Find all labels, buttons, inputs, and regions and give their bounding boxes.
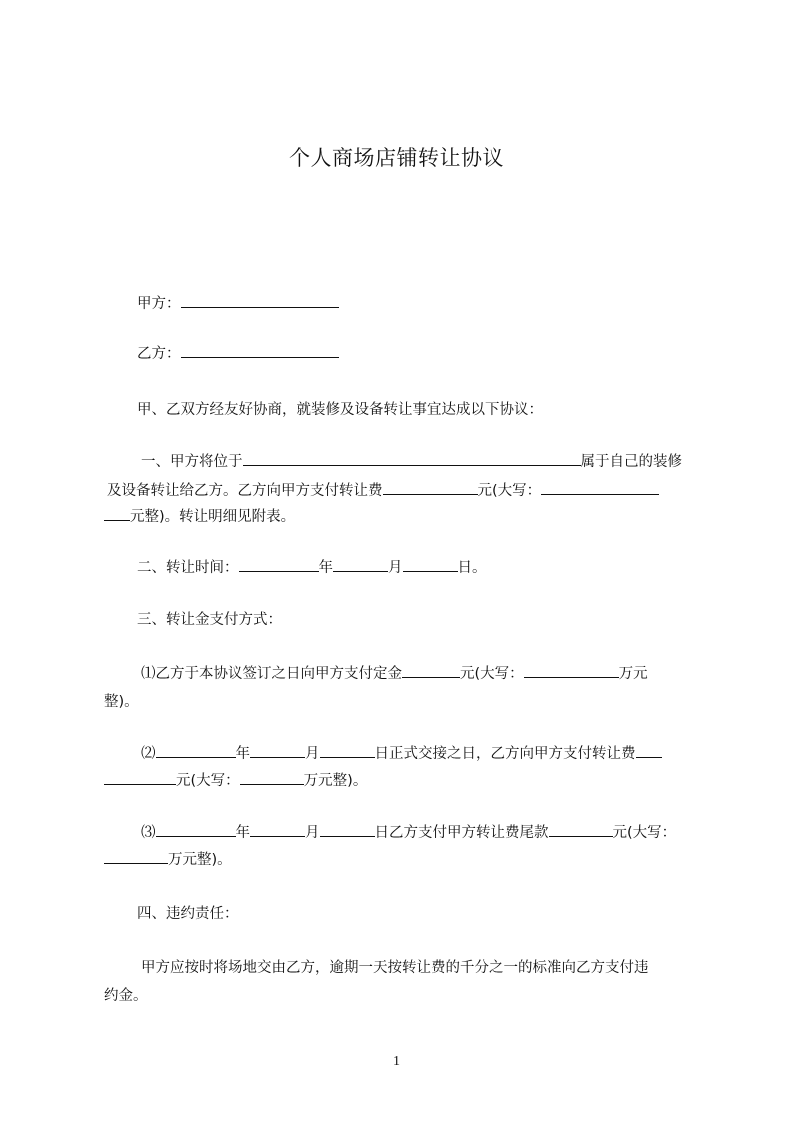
clause3-item1-line1 — [141, 660, 648, 689]
page-number: 1 — [393, 1054, 400, 1069]
deposit-words-blank — [524, 662, 619, 678]
final-day-blank — [320, 821, 375, 837]
clause2-line — [137, 554, 487, 583]
final-payment-blank — [549, 821, 613, 837]
item2-marker: ⑵ — [141, 746, 156, 762]
item3-text-a: 日乙方支付甲方转让费尾款 — [374, 825, 549, 841]
deposit-blank — [402, 662, 460, 678]
clause1-text-c: 及设备转让给乙方。乙方向甲方支付转让费 — [107, 483, 383, 499]
handover-month-blank — [250, 742, 305, 758]
intro-paragraph: 甲、乙双方经友好协商，就装修及设备转让事宜达成以下协议： — [137, 402, 543, 418]
clause3-item1-line2: 整)。 — [104, 694, 139, 710]
clause2-label: 二、转让时间： — [137, 560, 239, 576]
item1-text-a: ⑴乙方于本协议签订之日向甲方支付定金 — [141, 666, 402, 682]
party-a-label: 甲方： — [137, 296, 181, 312]
day-label: 日。 — [457, 560, 487, 576]
item2-month-label: 月 — [305, 746, 320, 762]
item3-month-label: 月 — [305, 825, 320, 841]
transfer-fee-words-blank — [541, 479, 659, 495]
final-year-blank — [156, 821, 236, 837]
final-payment-words-blank — [104, 848, 168, 864]
clause3-item3-line2 — [104, 846, 232, 875]
clause3-item2-line1 — [141, 740, 662, 769]
clause3-item2-line2 — [104, 767, 367, 796]
item2-text-c: 万元整)。 — [303, 773, 368, 789]
final-month-blank — [250, 821, 305, 837]
item3-text-c: 万元整)。 — [168, 852, 232, 868]
clause4-line1: 甲方应按时将场地交由乙方，逾期一天按转让费的千分之一的标准向乙方支付违 — [141, 960, 649, 976]
month-blank — [333, 556, 388, 572]
handover-fee-words-blank — [240, 769, 304, 785]
item1-text-c: 万元 — [618, 666, 648, 682]
item1-text-b: 元(大写： — [460, 666, 524, 682]
item2-year-label: 年 — [235, 746, 250, 762]
item2-text-b: 元(大写： — [176, 773, 240, 789]
clause3-item3-line1 — [141, 819, 676, 848]
clause4-line2: 约金。 — [104, 988, 148, 1004]
transfer-fee-blank — [383, 479, 478, 495]
year-blank — [239, 556, 319, 572]
clause1-line1 — [141, 448, 682, 477]
clause1-text-b: 属于自己的装修 — [580, 454, 682, 470]
handover-year-blank — [156, 742, 236, 758]
year-label: 年 — [318, 560, 333, 576]
party-b-line — [137, 340, 339, 369]
clause4-heading: 四、违约责任： — [137, 906, 239, 922]
document-title: 个人商场店铺转让协议 — [289, 146, 504, 170]
handover-fee-blank — [636, 742, 662, 758]
party-b-label: 乙方： — [137, 346, 181, 362]
handover-day-blank — [320, 742, 375, 758]
day-blank — [403, 556, 458, 572]
month-label: 月 — [388, 560, 403, 576]
party-a-blank — [181, 292, 339, 308]
party-b-blank — [181, 342, 339, 358]
clause1-line3 — [104, 503, 295, 532]
clause3-heading: 三、转让金支付方式： — [137, 612, 282, 628]
clause1-text-e: 元整)。转让明细见附表。 — [130, 509, 296, 525]
item3-text-b: 元(大写： — [612, 825, 677, 841]
clause1-text-d: 元(大写： — [477, 483, 542, 499]
clause1-line2 — [107, 477, 659, 506]
item2-text-a: 日正式交接之日，乙方向甲方支付转让费 — [374, 746, 636, 762]
transfer-fee-words-blank-cont — [104, 505, 130, 521]
clause1-text-a: 一、甲方将位于 — [141, 454, 243, 470]
handover-fee-blank-cont — [104, 769, 176, 785]
item3-marker: ⑶ — [141, 825, 156, 841]
location-blank — [243, 450, 581, 466]
party-a-line — [137, 290, 339, 319]
item3-year-label: 年 — [235, 825, 250, 841]
